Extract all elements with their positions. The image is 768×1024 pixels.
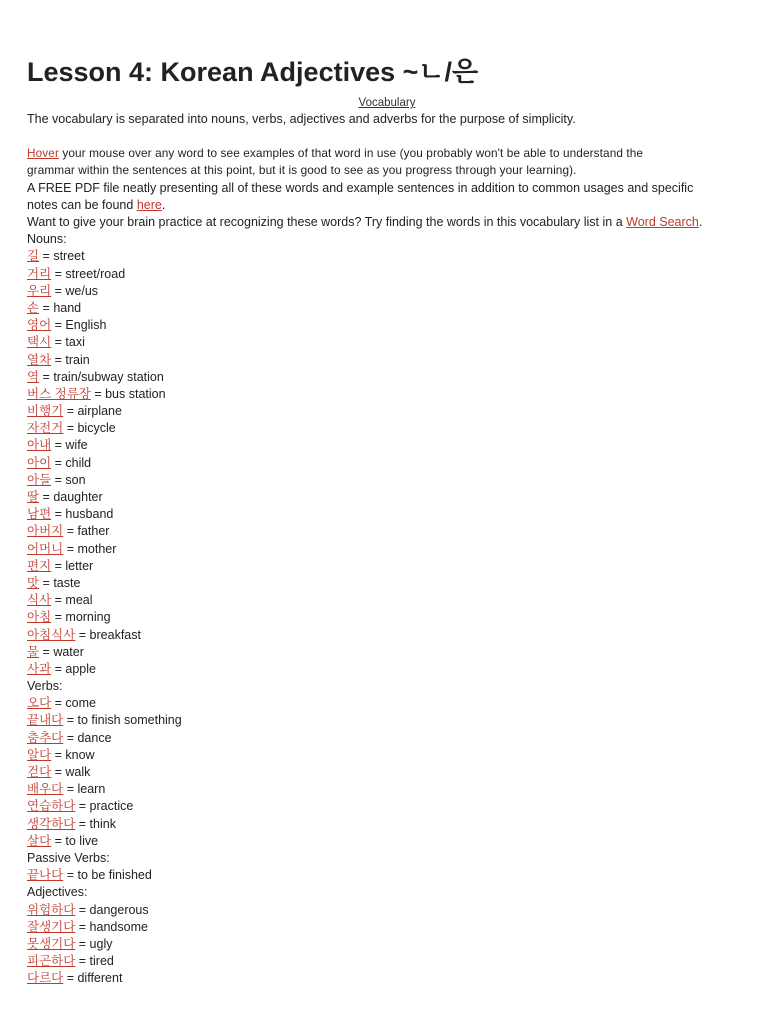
section-heading: Adjectives: [27,885,88,900]
vocabulary-list [27,231,747,987]
korean-word-link[interactable]: 사과 [27,661,52,676]
vocab-item [27,764,747,781]
korean-word-link[interactable]: 알다 [27,747,52,762]
english-meaning: = dance [63,730,112,745]
english-meaning: = water [39,644,84,659]
korean-word-link[interactable]: 편지 [27,558,52,573]
korean-word-link[interactable]: 거리 [27,266,52,281]
english-meaning: = we/us [51,283,99,298]
english-meaning: = daughter [39,490,103,505]
page-title: Lesson 4: Korean Adjectives ~ㄴ/은 [27,57,479,87]
english-meaning: = dangerous [75,902,149,917]
english-meaning: = hand [39,300,82,315]
english-meaning: = breakfast [75,627,141,642]
vocab-item [27,798,747,815]
korean-word-link[interactable]: 자전거 [27,421,64,436]
english-meaning: = know [51,747,95,762]
english-meaning: = taste [39,575,81,590]
hover-link[interactable]: Hover [27,146,59,161]
hover-text-1: your mouse over any word to see examples of that word in use (you probably won't be able to understand the [58,146,644,161]
korean-word-link[interactable]: 우리 [27,283,52,298]
korean-word-link[interactable]: 딸 [27,490,40,505]
english-meaning: = father [63,524,110,539]
korean-word-link[interactable]: 배우다 [27,782,64,797]
korean-word-link[interactable]: 길 [27,249,40,264]
english-meaning: = apple [51,661,96,676]
english-meaning: = to live [51,833,99,848]
vocab-item [27,455,747,472]
lesson-page [27,56,747,987]
korean-word-link[interactable]: 어머니 [27,541,64,556]
vocab-item [27,352,747,369]
korean-word-link[interactable]: 손 [27,300,40,315]
vocab-item [27,334,747,351]
vocab-item [27,936,747,953]
korean-word-link[interactable]: 위험하다 [27,902,76,917]
pdf-text-1: A FREE PDF file neatly presenting all of these words and example sentences in addition to common usages and specific [27,180,694,195]
vocab-item [27,300,747,317]
english-meaning: = husband [51,507,114,522]
vocab-item [27,816,747,833]
korean-word-link[interactable]: 아침 [27,610,52,625]
word-search-text-end: . [698,215,703,230]
korean-word-link[interactable]: 다르다 [27,971,64,986]
korean-word-link[interactable]: 아들 [27,472,52,487]
vocab-item [27,489,747,506]
vocab-item [27,661,747,678]
english-meaning: = morning [51,610,111,625]
english-meaning: = different [63,971,123,986]
vocab-item [27,403,747,420]
section-heading: Nouns: [27,232,67,247]
english-meaning: = think [75,816,116,831]
english-meaning: = street [39,249,85,264]
korean-word-link[interactable]: 못생기다 [27,936,76,951]
korean-word-link[interactable]: 아이 [27,455,52,470]
vocab-item [27,369,747,386]
vocab-item [27,317,747,334]
english-meaning: = walk [51,765,91,780]
korean-word-link[interactable]: 끝나다 [27,868,64,883]
english-meaning: = come [51,696,96,711]
vocab-item [27,867,747,884]
vocab-item [27,592,747,609]
korean-word-link[interactable]: 걷다 [27,765,52,780]
english-meaning: = train [51,352,90,367]
english-meaning: = mother [63,541,117,556]
vocab-item [27,781,747,798]
english-meaning: = handsome [75,919,148,934]
korean-word-link[interactable]: 피곤하다 [27,954,76,969]
english-meaning: = practice [75,799,134,814]
english-meaning: = ugly [75,936,113,951]
korean-word-link[interactable]: 역 [27,369,40,384]
hover-text-2: grammar within the sentences at this point, but it is good to see as you progress through your learning). [27,163,577,178]
vocab-item [27,541,747,558]
vocab-item [27,437,747,454]
vocab-item [27,970,747,987]
korean-word-link[interactable]: 오다 [27,696,52,711]
korean-word-link[interactable]: 비행기 [27,404,64,419]
english-meaning: = street/road [51,266,126,281]
intro-text: The vocabulary is separated into nouns, verbs, adjectives and adverbs for the purpose of simplicity. [27,112,576,126]
english-meaning: = letter [51,558,94,573]
korean-word-link[interactable]: 물 [27,644,40,659]
pdf-here-link[interactable]: here [136,197,162,212]
korean-word-link[interactable]: 버스 정류장 [27,386,91,401]
korean-word-link[interactable]: 춤추다 [27,730,64,745]
vocab-item [27,609,747,626]
korean-word-link[interactable]: 살다 [27,833,52,848]
hover-paragraph [27,145,747,179]
english-meaning: = learn [63,782,106,797]
vocab-item [27,248,747,265]
spacer [27,128,747,145]
vocab-item [27,558,747,575]
vocab-item [27,953,747,970]
korean-word-link[interactable]: 연습하다 [27,799,76,814]
vocab-item [27,627,747,644]
word-search-paragraph [27,214,747,231]
english-meaning: = train/subway station [39,369,164,384]
section-heading: Passive Verbs: [27,850,110,865]
korean-word-link[interactable]: 끝내다 [27,713,64,728]
korean-word-link[interactable]: 아내 [27,438,52,453]
korean-word-link[interactable]: 남편 [27,507,52,522]
vocab-item [27,747,747,764]
vocab-item [27,695,747,712]
korean-word-link[interactable]: 택시 [27,335,52,350]
korean-word-link[interactable]: 식사 [27,593,52,608]
vocab-item [27,919,747,936]
english-meaning: = child [51,455,92,470]
korean-word-link[interactable]: 잘생기다 [27,919,76,934]
english-meaning: = bicycle [63,421,116,436]
english-meaning: = wife [51,438,88,453]
english-meaning: = bus station [90,386,166,401]
english-meaning: = to finish something [63,713,182,728]
vocab-item [27,472,747,489]
vocab-item [27,386,747,403]
vocab-item [27,420,747,437]
korean-word-link[interactable]: 아버지 [27,524,64,539]
vocab-item [27,575,747,592]
english-meaning: = airplane [63,404,122,419]
english-meaning: = meal [51,593,93,608]
vocab-item [27,712,747,729]
word-search-link[interactable]: Word Search [626,215,699,230]
vocab-item [27,506,747,523]
korean-word-link[interactable]: 맛 [27,575,40,590]
vocab-item [27,523,747,540]
pdf-paragraph [27,180,747,214]
english-meaning: = taxi [51,335,85,350]
vocab-item [27,833,747,850]
korean-word-link[interactable]: 영어 [27,318,52,333]
english-meaning: = English [51,318,107,333]
vocab-item [27,902,747,919]
vocab-item [27,644,747,661]
vocab-item [27,266,747,283]
korean-word-link[interactable]: 아침식사 [27,627,76,642]
pdf-text-end: . [161,197,166,212]
section-heading: Verbs: [27,679,63,694]
english-meaning: = to be finished [63,868,152,883]
vocab-item [27,283,747,300]
english-meaning: = son [51,472,86,487]
vocabulary-link[interactable]: Vocabulary [358,97,416,109]
english-meaning: = tired [75,954,114,969]
korean-word-link[interactable]: 열차 [27,352,52,367]
word-search-text: Want to give your brain practice at recognizing these words? Try finding the words in this vocabulary list in a [27,215,627,230]
korean-word-link[interactable]: 생각하다 [27,816,76,831]
vocab-item [27,730,747,747]
pdf-text-2: notes can be found [27,197,137,212]
